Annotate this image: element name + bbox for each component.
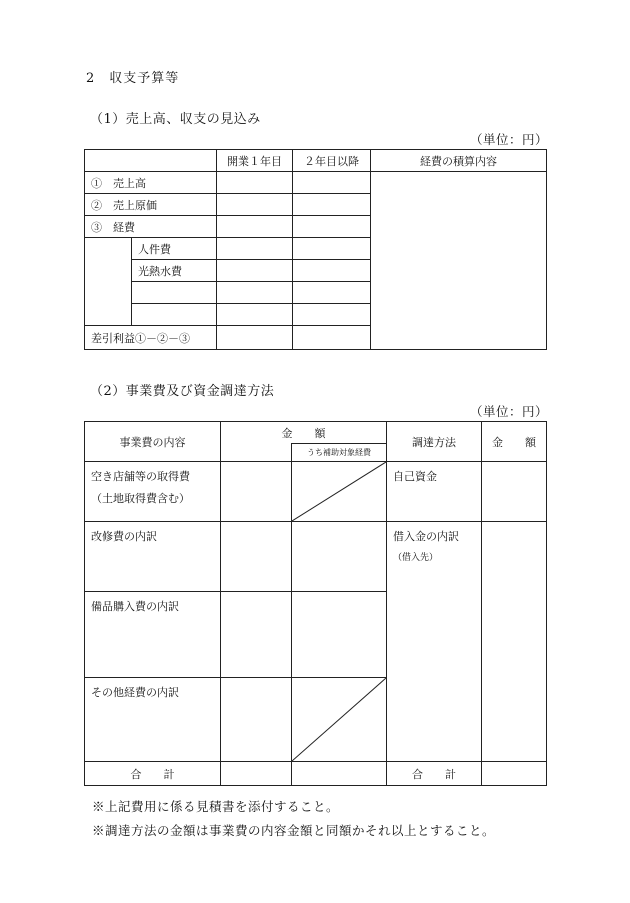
acquisition-subsidy-diagonal-cell xyxy=(292,462,387,522)
row-blank-label-1[interactable] xyxy=(132,282,217,304)
header-amount: 金 額 xyxy=(221,422,387,444)
expense-indent-cell xyxy=(85,238,132,326)
lender-label: （借入先） xyxy=(393,553,439,563)
method-own-funds-label: 自己資金 xyxy=(387,462,482,522)
profit-year2-cell[interactable] xyxy=(293,326,371,350)
header-amount-2: 金 額 xyxy=(482,422,547,462)
blank2-year1-cell[interactable] xyxy=(217,304,293,326)
row-equipment-label: 備品購入費の内訳 xyxy=(85,592,221,678)
total-amount-cell[interactable] xyxy=(221,762,292,786)
header-subsidy: うち補助対象経費 xyxy=(292,444,387,462)
blank1-year1-cell[interactable] xyxy=(217,282,293,304)
part2-unit: （単位：円） xyxy=(470,404,549,419)
method-loan-cell xyxy=(387,522,482,762)
note-funding-amount: ※調達方法の金額は事業費の内容金額と同額かそれ以上とすること。 xyxy=(92,823,496,838)
own-funds-amount-cell[interactable] xyxy=(482,462,547,522)
part2-title: （2）事業費及び資金調達方法 xyxy=(90,384,275,399)
equipment-amount-cell[interactable] xyxy=(221,592,292,678)
renovation-subsidy-cell[interactable] xyxy=(292,522,387,592)
cost-year1-cell[interactable] xyxy=(217,194,293,216)
other-subsidy-diagonal-cell xyxy=(292,678,387,762)
row-expenses-label: ③ 経費 xyxy=(85,216,217,238)
header-blank-cell xyxy=(85,150,217,172)
expenses-year2-cell[interactable] xyxy=(293,216,371,238)
other-amount-cell[interactable] xyxy=(221,678,292,762)
part1-unit: （単位：円） xyxy=(470,132,549,147)
labor-year2-cell[interactable] xyxy=(293,238,371,260)
utilities-year1-cell[interactable] xyxy=(217,260,293,282)
loan-amount-cell[interactable] xyxy=(482,522,547,762)
method-total-label: 合 計 xyxy=(387,762,482,786)
blank2-year2-cell[interactable] xyxy=(293,304,371,326)
row-labor-label: 人件費 xyxy=(132,238,217,260)
header-method: 調達方法 xyxy=(387,422,482,462)
row-acquisition-label: 空き店舗等の取得費 （土地取得費含む） xyxy=(85,462,221,522)
equipment-subsidy-cell[interactable] xyxy=(292,592,387,678)
header-year2: ２年目以降 xyxy=(293,150,371,172)
total-subsidy-cell[interactable] xyxy=(292,762,387,786)
row-total-label: 合 計 xyxy=(85,762,221,786)
funding-table xyxy=(84,421,547,786)
renovation-amount-cell[interactable] xyxy=(221,522,292,592)
header-cost-content: 事業費の内容 xyxy=(85,422,221,462)
header-expense-basis: 経費の積算内容 xyxy=(371,150,547,172)
expense-basis-cell[interactable] xyxy=(371,172,547,350)
expenses-year1-cell[interactable] xyxy=(217,216,293,238)
labor-year1-cell[interactable] xyxy=(217,238,293,260)
row-utilities-label: 光熱水費 xyxy=(132,260,217,282)
diagonal-line xyxy=(292,462,386,521)
profit-year1-cell[interactable] xyxy=(217,326,293,350)
note-estimate: ※上記費用に係る見積書を添付すること。 xyxy=(92,799,340,814)
blank1-year2-cell[interactable] xyxy=(293,282,371,304)
row-profit-label: 差引利益①－②－③ xyxy=(85,326,217,350)
row-renovation-label: 改修費の内訳 xyxy=(85,522,221,592)
section-title: 2 収支予算等 xyxy=(86,71,180,86)
sales-year2-cell[interactable] xyxy=(293,172,371,194)
sales-forecast-table xyxy=(84,149,547,350)
utilities-year2-cell[interactable] xyxy=(293,260,371,282)
method-total-amount-cell[interactable] xyxy=(482,762,547,786)
diagonal-line xyxy=(292,678,386,761)
header-amount-spacer xyxy=(221,444,292,462)
row-blank-label-2[interactable] xyxy=(132,304,217,326)
part1-title: （1）売上高、収支の見込み xyxy=(90,112,261,127)
acquisition-amount-cell[interactable] xyxy=(221,462,292,522)
row-sales-label: ① 売上高 xyxy=(85,172,217,194)
sales-year1-cell[interactable] xyxy=(217,172,293,194)
row-cost-of-sales-label: ② 売上原価 xyxy=(85,194,217,216)
header-year1: 開業１年目 xyxy=(217,150,293,172)
loan-label: 借入金の内訳 xyxy=(393,530,459,543)
row-other-label: その他経費の内訳 xyxy=(85,678,221,762)
cost-year2-cell[interactable] xyxy=(293,194,371,216)
